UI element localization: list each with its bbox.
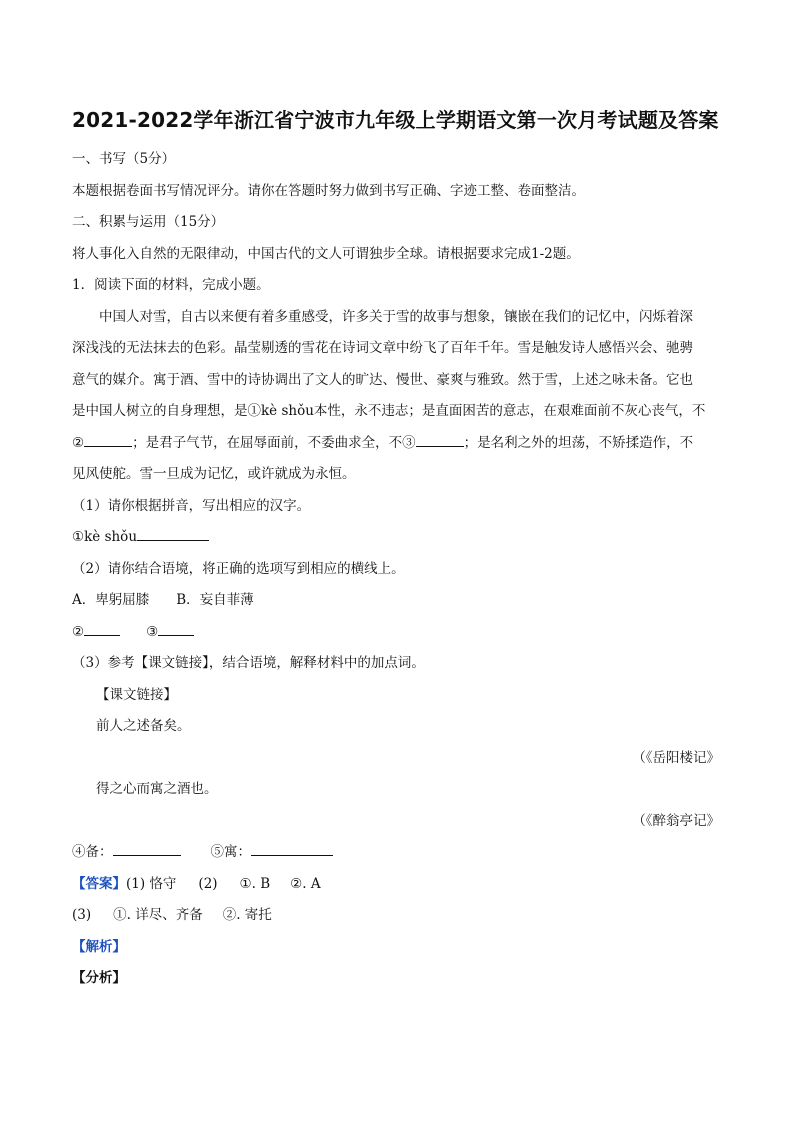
answer-1: (1) 恪守 [126,875,177,892]
subquestion-1-item [72,522,720,554]
word-4-label: ④备： [72,844,113,860]
quote-2: 得之心而寓之酒也。 [96,781,218,797]
passage-line-5 [72,428,720,460]
reading-passage [72,302,720,334]
pinyin-label: ①kè shǒu [72,529,138,545]
answer-3-number: (3) [72,907,92,923]
section-2-intro: 将人事化入自然的无限律动，中国古代的文人可谓独步全球。请根据要求完成1-2题。 [72,245,580,262]
subquestion-1: （1）请你根据拼音，写出相应的汉字。 [72,497,311,514]
answer-2-number: (2) [198,875,218,892]
passage-line-5-end: ；是名利之外的坦荡，不矫揉造作，不 [463,434,694,451]
word-5-answer-line[interactable] [251,841,333,856]
quote-1-source: （《岳阳楼记》 [632,749,720,766]
option-blank-2[interactable] [84,621,120,636]
subquestion-2: （2）请你结合语境，将正确的选项写到相应的横线上。 [72,560,405,577]
answer-2-second: ②. A [290,875,321,892]
blank-2-line[interactable] [84,432,132,447]
section-2-heading: 二、积累与运用（15分） [72,214,225,230]
document-title: 2021-2022学年浙江省宁波市九年级上学期语文第一次月考试题及答案 [72,108,719,132]
subquestion-2-blanks [72,617,720,649]
subquestion-2-options: A．卑躬屈膝 B．妄自菲薄 [72,592,254,608]
text-link-heading: 【课文链接】 [96,686,177,703]
passage-line-4: 是中国人树立的自身理想，是①kè shǒu本性，永不违志；是直面困苦的意志，在艰难面前不灰心丧气，不 [72,403,706,419]
answer-3-first: ①. 详尽、齐备 [113,907,203,923]
answer-3-second: ②. 寄托 [222,907,272,923]
word-explanation-blanks [72,837,720,869]
fenxi-label: 【分析】 [72,970,126,986]
blank-2-number: ② [72,623,85,640]
passage-line-5-mid: ；是君子气节，在屈辱面前，不委曲求全，不③ [132,434,416,451]
word-4-answer-line[interactable] [113,841,181,856]
quote-2-source: （《醉翁亭记》 [632,812,720,829]
section-1-text: 本题根据卷面书写情况评分。请你在答题时努力做到书写正确、字迹工整、卷面整洁。 [72,182,585,199]
answer-2-first: ①. B [239,875,271,892]
pinyin-answer-line[interactable] [137,526,209,541]
blank-3-number: ③ [146,623,159,640]
answer-line-1 [72,869,720,901]
answer-label: 【答案】 [72,875,126,892]
quote-1: 前人之述备矣。 [96,718,191,734]
passage-line-2: 深浅浅的无法抹去的色彩。晶莹剔透的雪花在诗词文章中纷飞了百年千年。雪是触发诗人感悟兴会、驰骋 [72,340,693,356]
blank-3-line[interactable] [416,432,464,447]
passage-line-1: 中国人对雪，自古以来便有着多重感受，许多关于雪的故事与想象，镶嵌在我们的记忆中，闪烁着深 [99,308,693,325]
blank-2-label: ② [72,434,85,451]
passage-line-6: 见风使舵。雪一旦成为记忆，或许就成为永恒。 [72,466,356,482]
option-blank-3[interactable] [158,621,194,636]
answer-line-2 [72,900,720,932]
passage-line-3: 意气的媒介。寓于酒、雪中的诗协调出了文人的旷达、慢世、豪爽与雅致。然于雪，上述之咏未备。它也 [72,371,693,388]
subquestion-3: （3）参考【课文链接】，结合语境，解释材料中的加点词。 [72,655,425,671]
word-5-label: ⑤寓： [210,844,251,860]
question-1-stem: 1．阅读下面的材料，完成小题。 [72,277,270,293]
analysis-label: 【解析】 [72,938,126,955]
section-1-heading: 一、书写（5分） [72,151,176,167]
